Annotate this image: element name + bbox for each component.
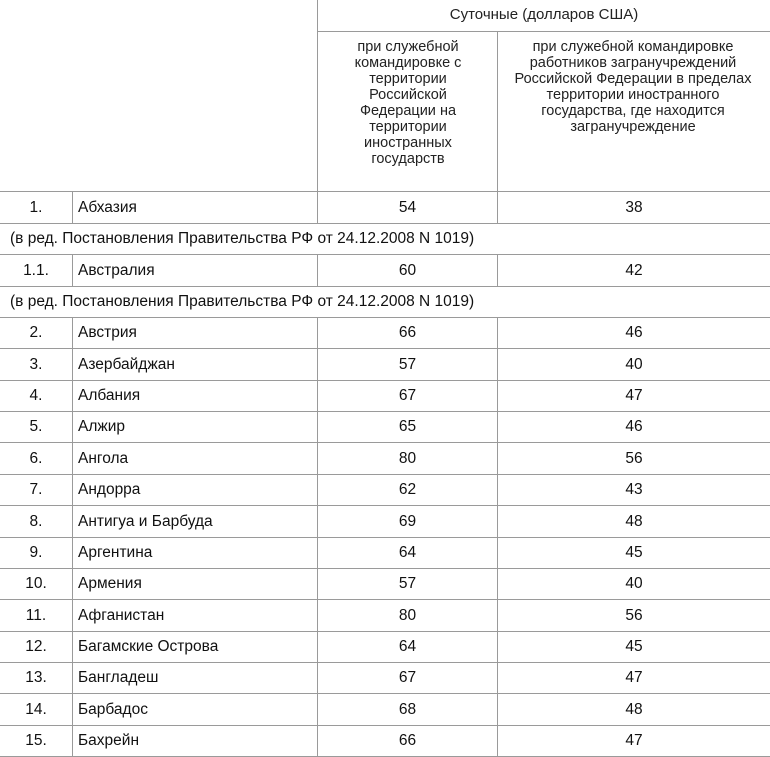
table-row [0,694,770,725]
country-name: Австралия [78,262,155,279]
column-divider [72,568,73,600]
per-diem-value-1: 62 [398,481,417,498]
row-number: 14. [25,701,47,718]
country-name: Бангладеш [78,669,159,686]
per-diem-value-2: 47 [625,387,643,404]
table-row [0,474,770,505]
per-diem-value-2: 43 [625,481,643,498]
per-diem-value-1: 64 [398,638,417,655]
table-row [0,631,770,662]
header-divider-left [317,0,318,191]
column-divider [72,192,73,224]
country-name: Австрия [78,324,137,341]
country-name: Барбадос [78,701,148,718]
per-diem-value-1: 80 [398,607,417,624]
per-diem-value-1: 57 [398,356,417,373]
header-group-underline [317,31,770,32]
column-divider [72,443,73,475]
per-diem-value-2: 42 [625,262,643,279]
row-number: 8. [29,513,43,530]
country-name: Армения [78,575,142,592]
column-divider [497,662,498,694]
column-divider [497,380,498,412]
column-divider [497,537,498,569]
column-divider [317,474,318,506]
note-text: (в ред. Постановления Правительства РФ от 24.12.2008 N 1019) [10,230,475,247]
column-divider [72,506,73,538]
column-divider [497,694,498,726]
column-divider [317,568,318,600]
row-number: 11. [25,607,47,624]
per-diem-value-2: 48 [625,701,643,718]
header-divider-mid [497,31,498,191]
row-number: 7. [29,481,43,498]
country-name: Бахрейн [78,732,140,749]
per-diem-value-1: 67 [398,669,417,686]
per-diem-value-1: 67 [398,387,417,404]
column-divider [317,506,318,538]
column-divider [72,662,73,694]
column-divider [317,662,318,694]
table-row [0,568,770,599]
column-divider [72,349,73,381]
row-number: 12. [25,638,47,655]
column-divider [497,631,498,663]
per-diem-value-2: 56 [625,450,643,467]
column-divider [497,411,498,443]
row-number: 15. [25,732,47,749]
column-divider [317,255,318,287]
per-diem-value-1: 57 [398,575,417,592]
row-number: 3. [29,356,43,373]
table-row [0,411,770,442]
country-name: Багамские Острова [78,638,219,655]
country-name: Албания [78,387,141,404]
row-number: 13. [25,669,47,686]
per-diem-value-1: 60 [398,262,417,279]
per-diem-value-2: 48 [625,513,643,530]
table-row [0,506,770,537]
column-divider [497,317,498,349]
per-diem-value-1: 65 [398,418,417,435]
country-name: Ангола [78,450,129,467]
column-divider [317,725,318,757]
table-row [0,662,770,693]
column-divider [497,349,498,381]
country-name: Афганистан [78,607,165,624]
column-divider [497,568,498,600]
column-divider [72,537,73,569]
column-divider [317,694,318,726]
column-divider [317,411,318,443]
country-name: Антигуа и Барбуда [78,513,213,530]
per-diem-value-2: 56 [625,607,643,624]
column-divider [317,631,318,663]
country-name: Алжир [78,418,126,435]
column-divider [72,474,73,506]
column-divider [497,725,498,757]
per-diem-value-1: 66 [398,324,417,341]
header-group-title: Суточные (долларов США) [449,6,639,23]
per-diem-value-2: 47 [625,669,643,686]
column-divider [317,537,318,569]
row-number: 1. [29,199,43,216]
table-row [0,600,770,631]
country-name: Азербайджан [78,356,175,373]
column-divider [317,443,318,475]
per-diem-value-2: 40 [625,575,643,592]
per-diem-value-2: 45 [625,544,643,561]
note-row [0,286,770,317]
column-divider [72,255,73,287]
header-col2: при служебной командировке работников загранучреждений Российской Федерации в пределах территории иностранного государства, где находится загранучреждение [514,39,752,135]
country-name: Андорра [78,481,141,498]
per-diem-value-1: 64 [398,544,417,561]
per-diem-value-2: 47 [625,732,643,749]
column-divider [72,725,73,757]
column-divider [497,600,498,632]
row-number: 1.1. [23,262,49,279]
row-number: 9. [29,544,43,561]
table-row [0,192,770,223]
per-diem-value-1: 66 [398,732,417,749]
table-row [0,349,770,380]
per-diem-value-2: 40 [625,356,643,373]
table-row [0,443,770,474]
note-row [0,223,770,254]
per-diem-value-2: 46 [625,418,643,435]
row-number: 10. [25,575,47,592]
column-divider [72,600,73,632]
row-number: 2. [29,324,43,341]
per-diem-value-1: 80 [398,450,417,467]
column-divider [317,317,318,349]
table-row [0,537,770,568]
column-divider [72,631,73,663]
column-divider [72,380,73,412]
column-divider [317,380,318,412]
column-divider [72,411,73,443]
per-diem-value-2: 38 [625,199,643,216]
table-row [0,255,770,286]
column-divider [72,694,73,726]
column-divider [497,506,498,538]
table-row [0,317,770,348]
column-divider [497,474,498,506]
column-divider [317,192,318,224]
per-diem-value-2: 45 [625,638,643,655]
row-number: 5. [29,418,43,435]
table-row [0,380,770,411]
table-row [0,725,770,756]
column-divider [72,317,73,349]
row-number: 6. [29,450,43,467]
country-name: Абхазия [78,199,137,216]
column-divider [497,192,498,224]
per-diem-value-1: 54 [398,199,417,216]
column-divider [317,600,318,632]
per-diem-value-2: 46 [625,324,643,341]
header-col1: при служебной командировке с территории Российской Федерации на территории иностранных государств [354,39,462,167]
note-text: (в ред. Постановления Правительства РФ от 24.12.2008 N 1019) [10,293,475,310]
column-divider [317,349,318,381]
country-name: Аргентина [78,544,153,561]
column-divider [497,255,498,287]
column-divider [497,443,498,475]
per-diem-value-1: 69 [398,513,417,530]
per-diem-value-1: 68 [398,701,417,718]
row-number: 4. [29,387,43,404]
